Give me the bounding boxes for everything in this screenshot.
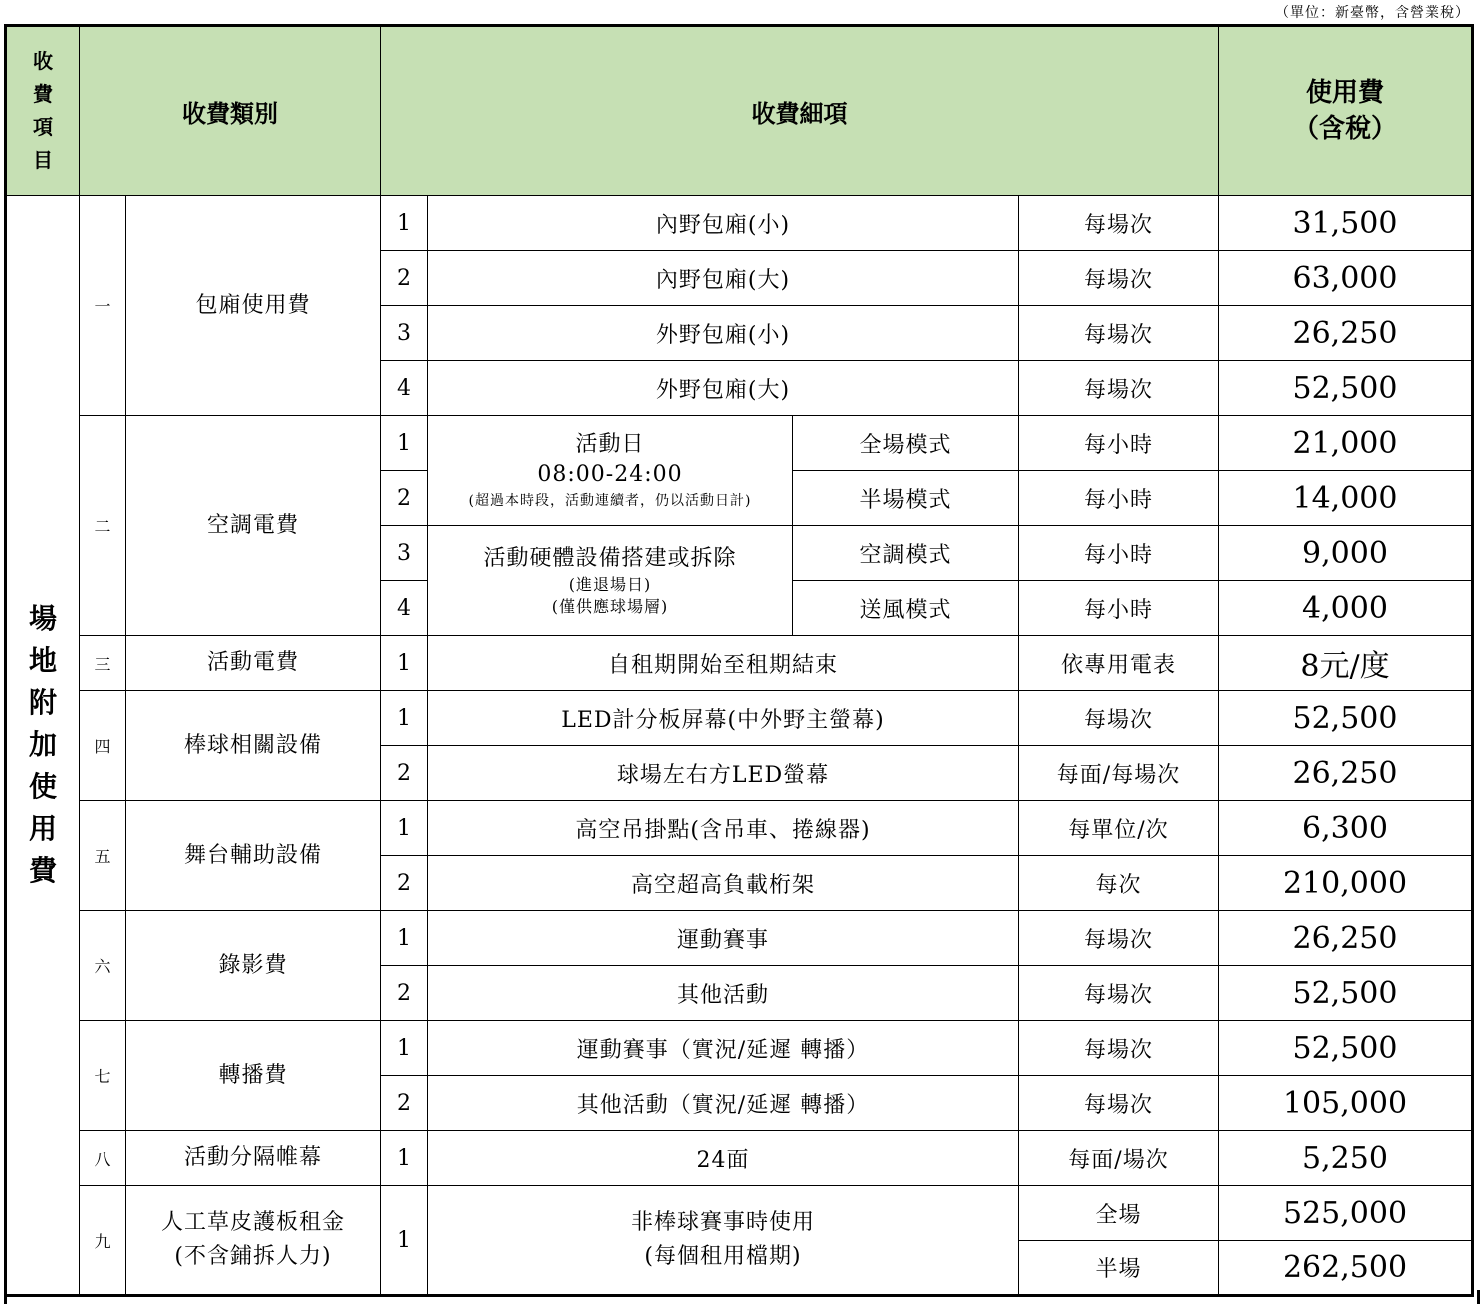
row-number: 2 [381, 856, 428, 911]
row-unit: 每場次 [1019, 691, 1219, 746]
row-number: 3 [381, 306, 428, 361]
header-row [6, 26, 1473, 196]
header-detail-col: 收費細項 [381, 26, 1219, 196]
row-number: 2 [381, 471, 428, 526]
row-number: 1 [381, 636, 428, 691]
row-mode: 全場模式 [793, 416, 1019, 471]
row-mode: 空調模式 [793, 526, 1019, 581]
group-ordinal: 九 [80, 1186, 126, 1296]
row-item: 其他活動 [428, 966, 1019, 1021]
row-item: 高空吊掛點(含吊車、捲線器) [428, 801, 1019, 856]
table-row [6, 196, 1473, 251]
row-number: 1 [381, 1186, 428, 1296]
row-unit: 每小時 [1019, 471, 1219, 526]
row-item: 內野包廂(小) [428, 196, 1019, 251]
group-name: 舞台輔助設備 [126, 801, 381, 911]
group-name: 人工草皮護板租金 (不含鋪拆人力) [126, 1186, 381, 1296]
row-item: 運動賽事（實況/延遲 轉播） [428, 1021, 1019, 1076]
group-name: 空調電費 [126, 416, 381, 636]
row-item: 運動賽事 [428, 911, 1019, 966]
row-item: 24面 [428, 1131, 1019, 1186]
row-number: 1 [381, 196, 428, 251]
row-unit: 每場次 [1019, 911, 1219, 966]
row-number: 2 [381, 966, 428, 1021]
group-ordinal: 六 [80, 911, 126, 1021]
row-item: 外野包廂(小) [428, 306, 1019, 361]
main-item-label: 場 地 附 加 使 用 費 [6, 196, 80, 1296]
row-number: 3 [381, 526, 428, 581]
table-row [6, 911, 1473, 966]
row-unit: 每場次 [1019, 251, 1219, 306]
row-number: 1 [381, 416, 428, 471]
table-row [6, 636, 1473, 691]
row-number: 1 [381, 801, 428, 856]
row-unit: 依專用電表 [1019, 636, 1219, 691]
row-mode: 半場模式 [793, 471, 1019, 526]
table-row [6, 691, 1473, 746]
row-item: 內野包廂(大) [428, 251, 1019, 306]
group-ordinal: 七 [80, 1021, 126, 1131]
header-category-col: 收費類別 [80, 26, 381, 196]
group-name: 活動分隔帷幕 [126, 1131, 381, 1186]
ac-block-setup: 活動硬體設備搭建或拆除 (進退場日) (僅供應球場層) [428, 526, 793, 636]
row-unit: 每次 [1019, 856, 1219, 911]
group-ordinal: 五 [80, 801, 126, 911]
row-unit: 每小時 [1019, 526, 1219, 581]
row-unit: 半場 [1019, 1241, 1219, 1296]
row-item: 自租期開始至租期結束 [428, 636, 1019, 691]
row-number: 4 [381, 361, 428, 416]
row-item: 高空超高負載桁架 [428, 856, 1019, 911]
row-price: 52,500 [1219, 691, 1473, 746]
row-unit: 每單位/次 [1019, 801, 1219, 856]
row-unit: 每場次 [1019, 1076, 1219, 1131]
row-unit: 每場次 [1019, 196, 1219, 251]
row-price: 63,000 [1219, 251, 1473, 306]
row-price: 52,500 [1219, 1021, 1473, 1076]
row-number: 4 [381, 581, 428, 636]
row-unit: 每場次 [1019, 966, 1219, 1021]
row-unit: 每場次 [1019, 1021, 1219, 1076]
row-item: 非棒球賽事時使用 (每個租用檔期) [428, 1186, 1019, 1296]
row-number: 2 [381, 746, 428, 801]
table-row [6, 1021, 1473, 1076]
group-name: 棒球相關設備 [126, 691, 381, 801]
table-row [6, 1186, 1473, 1241]
header-item-col: 收 費 項 目 [6, 26, 80, 196]
row-price: 525,000 [1219, 1186, 1473, 1241]
row-number: 2 [381, 1076, 428, 1131]
row-number: 1 [381, 911, 428, 966]
row-price: 4,000 [1219, 581, 1473, 636]
row-item: 球場左右方LED螢幕 [428, 746, 1019, 801]
group-name: 錄影費 [126, 911, 381, 1021]
group-ordinal: 八 [80, 1131, 126, 1186]
row-price: 262,500 [1219, 1241, 1473, 1296]
row-number: 1 [381, 1021, 428, 1076]
group-name: 包廂使用費 [126, 196, 381, 416]
group-name: 活動電費 [126, 636, 381, 691]
row-price: 8元/度 [1219, 636, 1473, 691]
fee-table [4, 24, 1474, 1297]
row-number: 1 [381, 1131, 428, 1186]
unit-note: （單位：新臺幣，含營業稅） [1275, 5, 1470, 21]
group-ordinal: 四 [80, 691, 126, 801]
row-unit: 每面/每場次 [1019, 746, 1219, 801]
row-unit: 每小時 [1019, 581, 1219, 636]
row-item: 其他活動（實況/延遲 轉播） [428, 1076, 1019, 1131]
group-name: 轉播費 [126, 1021, 381, 1131]
row-unit: 每場次 [1019, 361, 1219, 416]
row-price: 21,000 [1219, 416, 1473, 471]
group-ordinal: 一 [80, 196, 126, 416]
row-price: 210,000 [1219, 856, 1473, 911]
row-price: 52,500 [1219, 966, 1473, 1021]
table-row [6, 416, 1473, 471]
row-unit: 每場次 [1019, 306, 1219, 361]
group-ordinal: 三 [80, 636, 126, 691]
row-price: 26,250 [1219, 746, 1473, 801]
row-unit: 每小時 [1019, 416, 1219, 471]
row-price: 9,000 [1219, 526, 1473, 581]
row-unit: 每面/場次 [1019, 1131, 1219, 1186]
row-number: 2 [381, 251, 428, 306]
table-footer-edge [4, 1290, 1480, 1304]
row-price: 5,250 [1219, 1131, 1473, 1186]
row-mode: 送風模式 [793, 581, 1019, 636]
row-number: 1 [381, 691, 428, 746]
table-row [6, 801, 1473, 856]
row-price: 14,000 [1219, 471, 1473, 526]
group-ordinal: 二 [80, 416, 126, 636]
row-item: 外野包廂(大) [428, 361, 1019, 416]
row-price: 105,000 [1219, 1076, 1473, 1131]
header-fee-col: 使用費 （含稅） [1219, 26, 1473, 196]
row-price: 52,500 [1219, 361, 1473, 416]
row-price: 31,500 [1219, 196, 1473, 251]
ac-block-event-day: 活動日 08:00-24:00 (超過本時段，活動連續者，仍以活動日計) [428, 416, 793, 526]
row-item: LED計分板屏幕(中外野主螢幕) [428, 691, 1019, 746]
row-unit: 全場 [1019, 1186, 1219, 1241]
row-price: 26,250 [1219, 911, 1473, 966]
row-price: 6,300 [1219, 801, 1473, 856]
row-price: 26,250 [1219, 306, 1473, 361]
table-row [6, 1131, 1473, 1186]
